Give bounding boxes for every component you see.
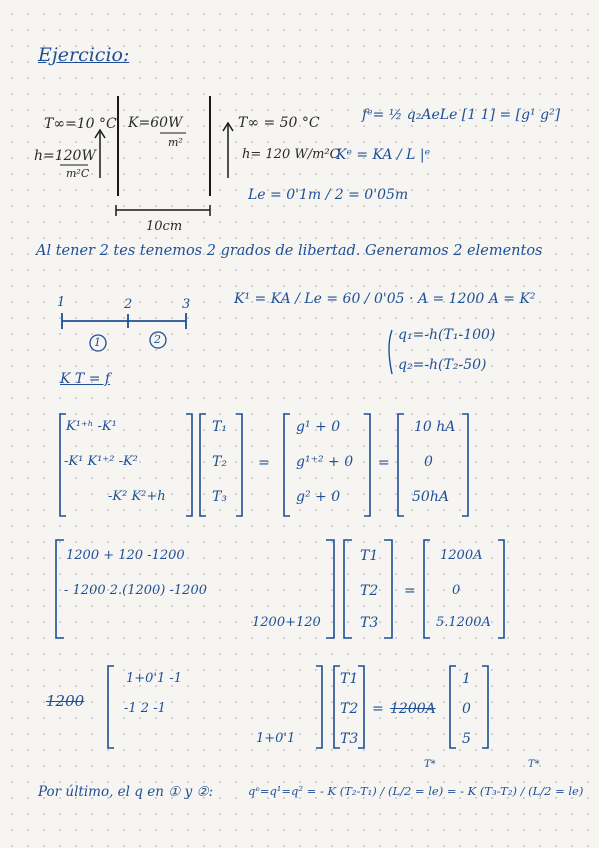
matrix1-g3: g² + 0 <box>296 489 341 505</box>
matrix1-k-row1: K¹⁺ʰ -K¹ <box>66 419 117 434</box>
right-h-coefficient: h= 120 W/m²C <box>242 147 340 162</box>
matrix1-g1: g¹ + 0 <box>296 419 341 435</box>
matrix2-t1: T1 <box>360 548 379 564</box>
matrix1-t1: T₁ <box>212 419 227 435</box>
matrix3-rhs-factor: 1200A <box>390 701 436 717</box>
conductivity-unit: m² <box>168 136 183 149</box>
matrix3-t3: T3 <box>340 731 359 747</box>
matrix1-t2: T₂ <box>212 454 227 470</box>
matrix3-k-row2: -1 2 -1 <box>124 701 166 716</box>
mesh-element-2: 2 <box>154 333 161 346</box>
matrix1-t3: T₃ <box>212 489 227 505</box>
matrix3-r2: 0 <box>462 701 471 717</box>
page-title: Ejercicio: <box>38 44 130 66</box>
conclusion-star-2: T* <box>528 759 540 770</box>
mesh-node-3: 3 <box>182 297 191 312</box>
element-stiffness-formula: Kᵉ = KA / L |ᵉ <box>336 147 431 163</box>
matrix3-factor: 1200 <box>46 692 85 710</box>
matrix2-k-row2: - 1200 2.(1200) -1200 <box>64 583 207 598</box>
degrees-of-freedom-sentence: Al tener 2 tes tenemos 2 grados de libertad. Generamos 2 elementos <box>36 243 543 259</box>
matrix2-r1: 1200A <box>440 548 483 563</box>
conclusion-expression: qᵉ=q¹=q² = - K (T₂-T₁) / (L/2 = le) = - K (T₃-T₂) / (L/2 = le) <box>248 784 584 798</box>
load-vector-formula: fᵉ= ½ q₂AeLe [1 1] = [g¹ g²] <box>362 107 561 123</box>
matrix1-k-row2: -K¹ K¹⁺² -K² <box>64 454 138 469</box>
matrix1-k-row3: -K² K²+h <box>108 489 166 504</box>
flux-2: q₂=-h(T₂-50) <box>398 357 487 373</box>
conclusion-lead: Por último, el q en ① y ②: <box>38 784 214 800</box>
right-temperature: T∞ = 50 °C <box>238 115 320 131</box>
system-equation: K T = f <box>60 371 111 387</box>
left-h-coefficient: h=120W <box>34 148 96 164</box>
matrix2-t3: T3 <box>360 615 379 631</box>
matrix2-equals: = <box>404 583 416 599</box>
matrix3-k-row1: 1+0'1 -1 <box>126 671 183 686</box>
matrix3-r1: 1 <box>462 671 471 687</box>
wall-width: 10cm <box>146 219 183 234</box>
left-temperature: T∞=10 °C <box>44 116 117 132</box>
matrix2-r3: 5.1200A <box>436 615 491 630</box>
flux-1: q₁=-h(T₁-100) <box>398 327 496 343</box>
matrix3-t1: T1 <box>340 671 359 687</box>
matrix1-r2: 0 <box>424 454 433 470</box>
conclusion-star-1: T* <box>424 759 436 770</box>
left-h-unit: m²C <box>66 167 90 180</box>
mesh-node-1: 1 <box>57 295 66 310</box>
element-length-formula: Le = 0'1m / 2 = 0'05m <box>248 187 409 203</box>
stiffness-equation: K¹ = KA / Le = 60 / 0'05 · A = 1200 A = K² <box>234 291 536 307</box>
matrix3-k-row3: 1+0'1 <box>256 731 296 746</box>
matrix2-t2: T2 <box>360 583 379 599</box>
matrix2-k-row1: 1200 + 120 -1200 <box>66 548 185 563</box>
matrix2-k-row3: 1200+120 <box>252 615 321 630</box>
matrix2-r2: 0 <box>452 583 461 598</box>
matrix1-equals-1: = <box>258 455 270 471</box>
matrix3-r3: 5 <box>462 731 471 747</box>
matrix1-r3: 50hA <box>412 489 449 505</box>
mesh-element-1: 1 <box>94 336 101 349</box>
matrix3-t2: T2 <box>340 701 359 717</box>
matrix1-equals-2: = <box>378 455 390 471</box>
conductivity: K=60W <box>128 115 183 131</box>
matrix1-g2: g¹⁺² + 0 <box>296 454 354 470</box>
mesh-node-2: 2 <box>124 297 133 312</box>
matrix1-r1: 10 hA <box>414 419 456 435</box>
matrix3-equals: = <box>372 701 384 717</box>
